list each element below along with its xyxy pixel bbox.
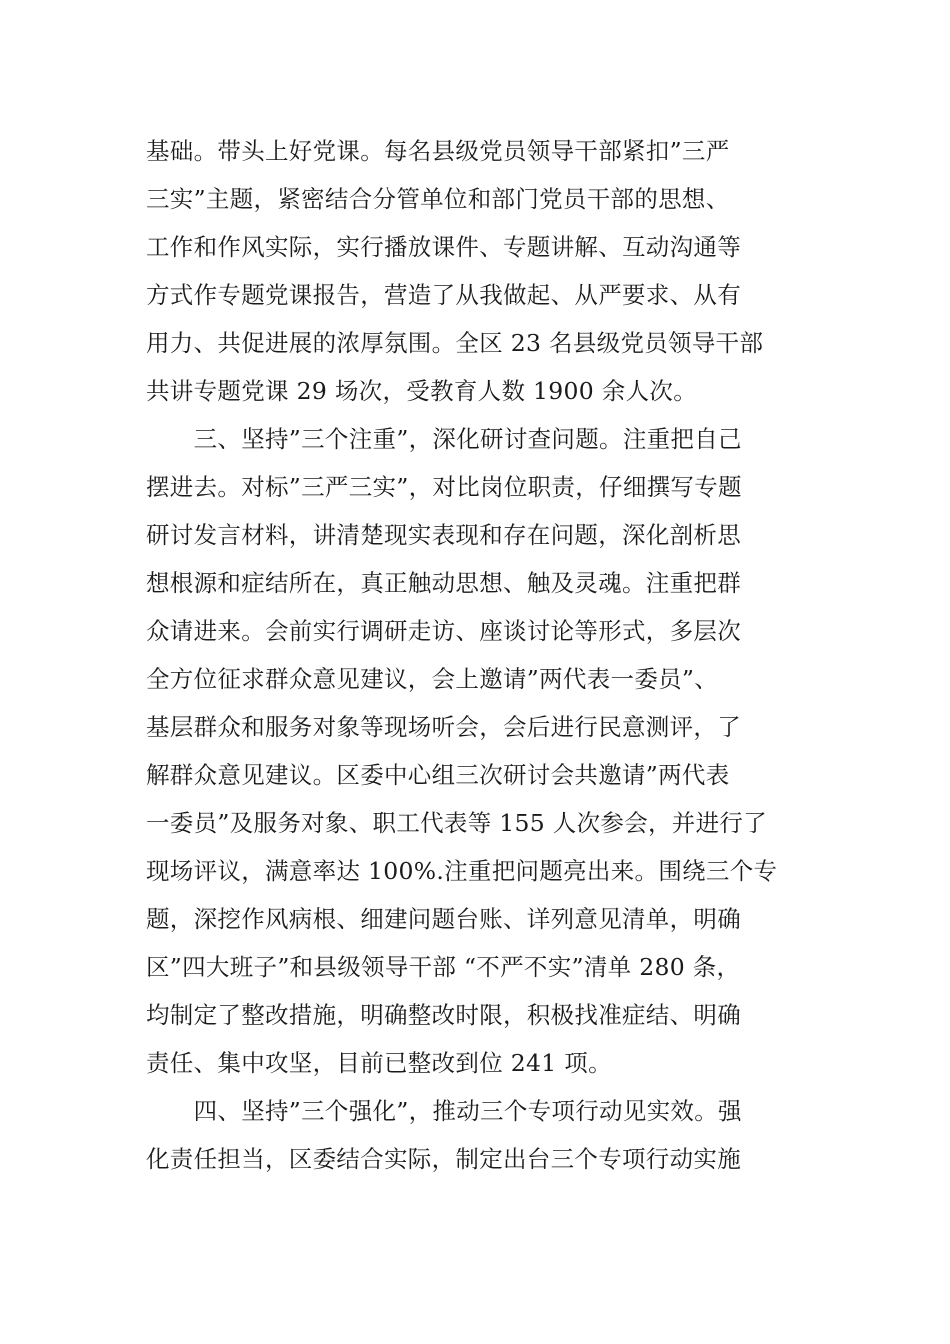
- text-line: 共讲专题党课 29 场次，受教育人数 1900 余人次。: [146, 377, 697, 405]
- text-line: 工作和作风实际，实行播放课件、专题讲解、互动沟通等: [146, 233, 741, 261]
- body-text: [146, 127, 816, 1183]
- text-line: 均制定了整改措施，明确整改时限，积极找准症结、明确: [146, 1001, 741, 1029]
- text-line: 三、坚持”三个注重”，深化研讨查问题。注重把自己: [146, 425, 742, 453]
- text-line: 责任、集中攻坚，目前已整改到位 241 项。: [146, 1049, 612, 1077]
- text-line: 研讨发言材料，讲清楚现实表现和存在问题，深化剖析思: [146, 521, 741, 549]
- text-line: 题，深挖作风病根、细建问题台账、详列意见清单，明确: [146, 905, 741, 933]
- text-line: 用力、共促进展的浓厚氛围。全区 23 名县级党员领导干部: [146, 329, 764, 357]
- text-line: 摆进去。对标”三严三实”，对比岗位职责，仔细撰写专题: [146, 473, 742, 501]
- text-line: 方式作专题党课报告，营造了从我做起、从严要求、从有: [146, 281, 741, 309]
- text-line: 基层群众和服务对象等现场听会，会后进行民意测评，了: [146, 713, 741, 741]
- text-line: 解群众意见建议。区委中心组三次研讨会共邀请”两代表: [146, 761, 730, 789]
- text-line: 想根源和症结所在，真正触动思想、触及灵魂。注重把群: [146, 569, 741, 597]
- text-line: 一委员”及服务对象、职工代表等 155 人次参会，并进行了: [146, 809, 768, 837]
- text-line: 基础。带头上好党课。每名县级党员领导干部紧扣”三严: [146, 137, 730, 165]
- text-line: 化责任担当，区委结合实际，制定出台三个专项行动实施: [146, 1145, 741, 1173]
- text-line: 三实”主题，紧密结合分管单位和部门党员干部的思想、: [146, 185, 730, 213]
- text-line: 全方位征求群众意见建议，会上邀请”两代表一委员”、: [146, 665, 719, 693]
- text-line: 现场评议，满意率达 100%.注重把问题亮出来。围绕三个专: [146, 857, 778, 885]
- text-line: 区”四大班子”和县级领导干部 “不严不实”清单 280 条，: [146, 953, 741, 981]
- text-line: 四、坚持”三个强化”，推动三个专项行动见实效。强: [146, 1097, 742, 1125]
- text-line: 众请进来。会前实行调研走访、座谈讨论等形式，多层次: [146, 617, 741, 645]
